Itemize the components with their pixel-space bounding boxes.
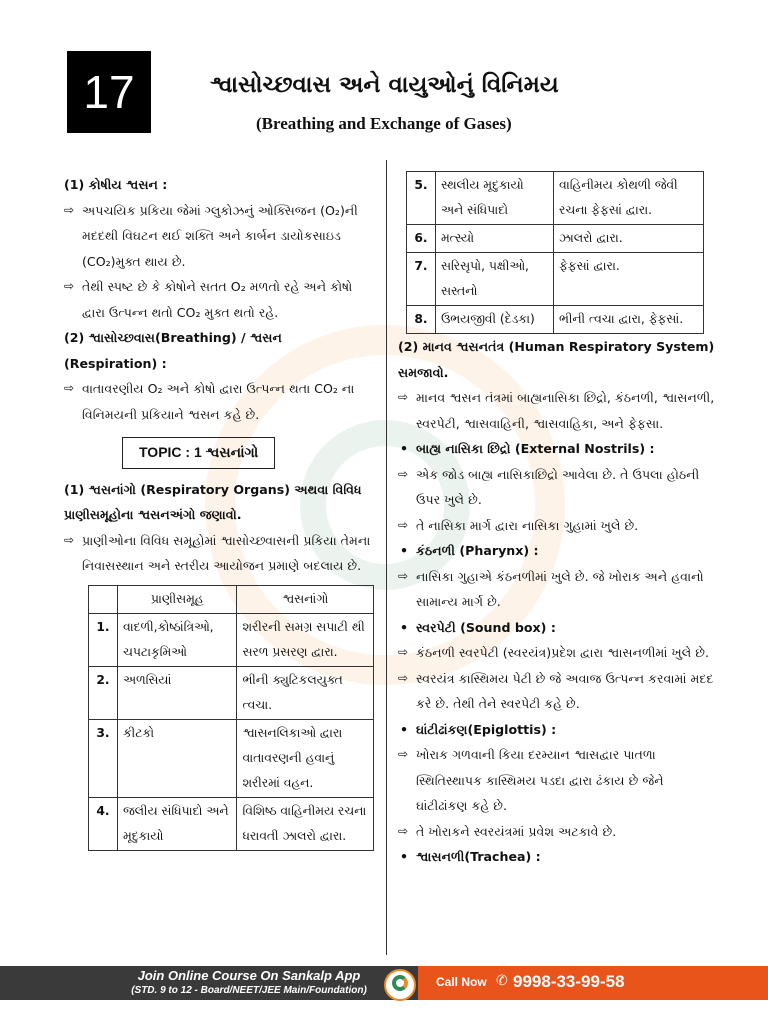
column-divider [386,160,387,955]
subsection-heading: • સ્વરપેટી (Sound box) : [398,615,716,641]
table-cell: 1. [89,613,118,666]
table-header-cell: શ્વસનાંગો [237,585,374,613]
table-cell: 6. [407,225,436,253]
table-cell: કીટકો [118,719,237,797]
bullet-dot-icon: • [400,441,409,456]
subsection-heading: • ઘાંટીઢાંકણ(Epiglottis) : [398,717,716,743]
table-cell: ઝાલરો દ્વારા. [554,225,704,253]
section-heading: (1) કોષીય શ્વસન : [64,177,168,192]
arrow-icon: ⇨ [398,390,409,404]
section-heading: (2) શ્વાસોચ્છવાસ(Breathing) / શ્વસન (Respiration) : [64,330,282,371]
page-subtitle: (Breathing and Exchange of Gases) [256,114,512,133]
table-cell: વાહિનીમય કોથળી જેવી રચના ફેફસાં દ્વારા. [554,172,704,225]
bullet-paragraph: ⇨ અપચયિક પ્રકિયા જેમાં ગ્લુકોઝનું ઓક્સિજન (O₂)ની મદદથી વિઘટન થઈ શક્તિ અને કાર્બન ડાયોકસાઇડ (CO₂)મુક્ત થાય છે. [64,198,378,275]
bullet-dot-icon: • [400,849,409,864]
table-cell: જલીય સંધિપાદો અને મૃદુકાયો [118,797,237,850]
bullet-paragraph: ⇨ પ્રાણીઓના વિવિધ સમૂહોમાં શ્વાસોચ્છ્વાસની પ્રકિયા તેમના નિવાસસ્થાન અને સ્તરીય આયોજન પ્રમાણે બદલાય છે. [64,528,378,579]
chapter-number: 17 [67,51,151,133]
arrow-icon: ⇨ [398,568,409,583]
table-cell: ફેફસાં દ્વારા. [554,253,704,306]
phone-icon: ✆ [496,973,508,989]
call-now-label: Call Now [436,975,487,989]
table-cell: 4. [89,797,118,850]
arrow-icon: ⇨ [64,381,75,395]
respiratory-organs-table [88,585,374,851]
arrow-icon: ⇨ [398,645,409,659]
arrow-icon: ⇨ [398,517,409,532]
respiratory-organs-table-continued [406,171,704,334]
table-cell: 2. [89,666,118,719]
table-cell: ભીની ત્વચા દ્વારા, ફેફસાં. [554,306,704,334]
table-cell: સરિસૃપો, પક્ષીઓ, સસ્તનો [436,253,554,306]
table-cell: વાદળી,કોષ્ઠાંત્રિઓ, ચપટાકૃમિઓ [118,613,237,666]
arrow-icon: ⇨ [398,747,409,761]
bullet-paragraph: ⇨ એક જોડ બાહ્ય નાસિકાછિદ્રો આવેલા છે. તે ઉપલા હોઠની ઉપર ખુલે છે. [398,462,716,513]
topic-box: TOPIC : 1 શ્વસનાંગો [122,437,275,469]
footer-promo [94,968,404,997]
table-cell: સ્થલીય મૃદુકાયો અને સંધિપાદો [436,172,554,225]
arrow-icon: ⇨ [398,823,409,838]
arrow-icon: ⇨ [64,279,75,293]
footer-promo-line1: Join Online Course On Sankalp App [137,968,361,983]
question-heading: (1) શ્વસનાંગો (Respiratory Organs) અથવા વિવિધ પ્રાણીસમૂહોના શ્વસનઅંગો જણાવો. [64,481,362,522]
arrow-icon: ⇨ [398,466,409,481]
table-cell: 7. [407,253,436,306]
table-cell: શરીરની સમગ્ર સપાટી થી સરળ પ્રસરણ દ્વારા. [237,613,374,666]
table-header-cell [89,585,118,613]
bullet-dot-icon: • [400,721,409,737]
table-row [89,613,374,666]
table-cell: 3. [89,719,118,797]
table-cell: ભીની ક્યુટિકલયુક્ત ત્વચા. [237,666,374,719]
left-column [64,172,378,851]
subsection-heading: • કંઠનળી (Pharynx) : [398,538,716,564]
table-cell: શ્વાસનલિકાઓ દ્વારા વાતાવરણની હવાનું શરીરમાં વહન. [237,719,374,797]
table-cell: અળસિયાં [118,666,237,719]
page-title: શ્વાસોચ્છવાસ અને વાયુઓનું વિનિમય [210,72,559,98]
table-row [407,306,704,334]
footer-promo-line2: (STD. 9 to 12 - Board/NEET/JEE Main/Foundation) [131,985,367,996]
sankalp-logo-icon [384,969,416,1001]
table-row [89,719,374,797]
footer-call-section [418,966,768,1000]
bullet-paragraph: ⇨ ખોરાક ગળવાની કિયા દરમ્યાન શ્વાસદ્વાર પાતળા સ્થિતિસ્થાપક કાસ્થિમય પડદા દ્વારા ઢંકાય છે જેને ઘાંટીઢાંકણ કહે છે. [398,742,716,819]
bullet-paragraph: ⇨ તે નાસિકા માર્ગ દ્વારા નાસિકા ગુહામાં ખુલે છે. [398,513,716,539]
bullet-paragraph: ⇨ સ્વરયંત્ર કાસ્થિમય પેટી છે જે અવાજ ઉત્પન્ન કરવામાં મદદ કરે છે. તેથી તેને સ્વરપેટી કહે છે. [398,666,716,717]
arrow-icon: ⇨ [398,670,409,685]
table-row [89,797,374,850]
question-heading: (2) માનવ શ્વસનતંત્ર (Human Respiratory System) સમજાવો. [398,339,715,380]
table-header-row [89,585,374,613]
table-row [89,666,374,719]
bullet-dot-icon: • [400,543,409,558]
table-row [407,172,704,225]
table-header-cell: પ્રાણીસમૂહ [118,585,237,613]
table-row [407,225,704,253]
right-column [398,334,716,870]
arrow-icon: ⇨ [64,202,75,217]
table-cell: 8. [407,306,436,334]
bullet-paragraph: ⇨ તે ખોરાકને સ્વરયંત્રમાં પ્રવેશ અટકાવે છે. [398,819,716,845]
bullet-paragraph: ⇨ માનવ શ્વસન તંત્રમાં બાહ્યનાસિકા છિદ્રો, કંઠનળી, શ્વાસનળી, સ્વરપેટી, શ્વાસવાહિની, શ્વાસવાહિકા, અને ફેફસા. [398,385,716,436]
subsection-heading: • બાહ્ય નાસિકા છિદ્રો (External Nostrils) : [398,436,716,462]
table-cell: મત્સ્યો [436,225,554,253]
bullet-dot-icon: • [400,619,409,635]
subsection-heading: • શ્વાસનળી(Trachea) : [398,844,716,870]
table-cell: 5. [407,172,436,225]
bullet-paragraph: ⇨ વાતાવરણીય O₂ અને કોષો દ્વારા ઉત્પન્ન થતા CO₂ ના વિનિમયની પ્રકિયાને શ્વસન કહે છે. [64,376,378,427]
table-cell: વિશિષ્ઠ વાહિનીમય રચના ધરાવતી ઝાલરો દ્વારા. [237,797,374,850]
table-cell: ઉભયજીવી (દેડકા) [436,306,554,334]
bullet-paragraph: ⇨ નાસિકા ગુહાએ કંઠનળીમાં ખુલે છે. જે ખોરાક અને હવાનો સામાન્ય માર્ગ છે. [398,564,716,615]
bullet-paragraph: ⇨ કંઠનળી સ્વરપેટી (સ્વરયંત્ર)પ્રદેશ દ્વારા શ્વાસનળીમાં ખુલે છે. [398,640,716,666]
phone-number: 9998-33-99-58 [513,972,625,991]
bullet-paragraph: ⇨ તેથી સ્પષ્ટ છે કે કોષોને સતત O₂ મળતો રહે અને કોષો દ્વારા ઉત્પન્ન થતો CO₂ મુક્ત થતો રહે. [64,274,378,325]
arrow-icon: ⇨ [64,532,75,547]
table-row [407,253,704,306]
